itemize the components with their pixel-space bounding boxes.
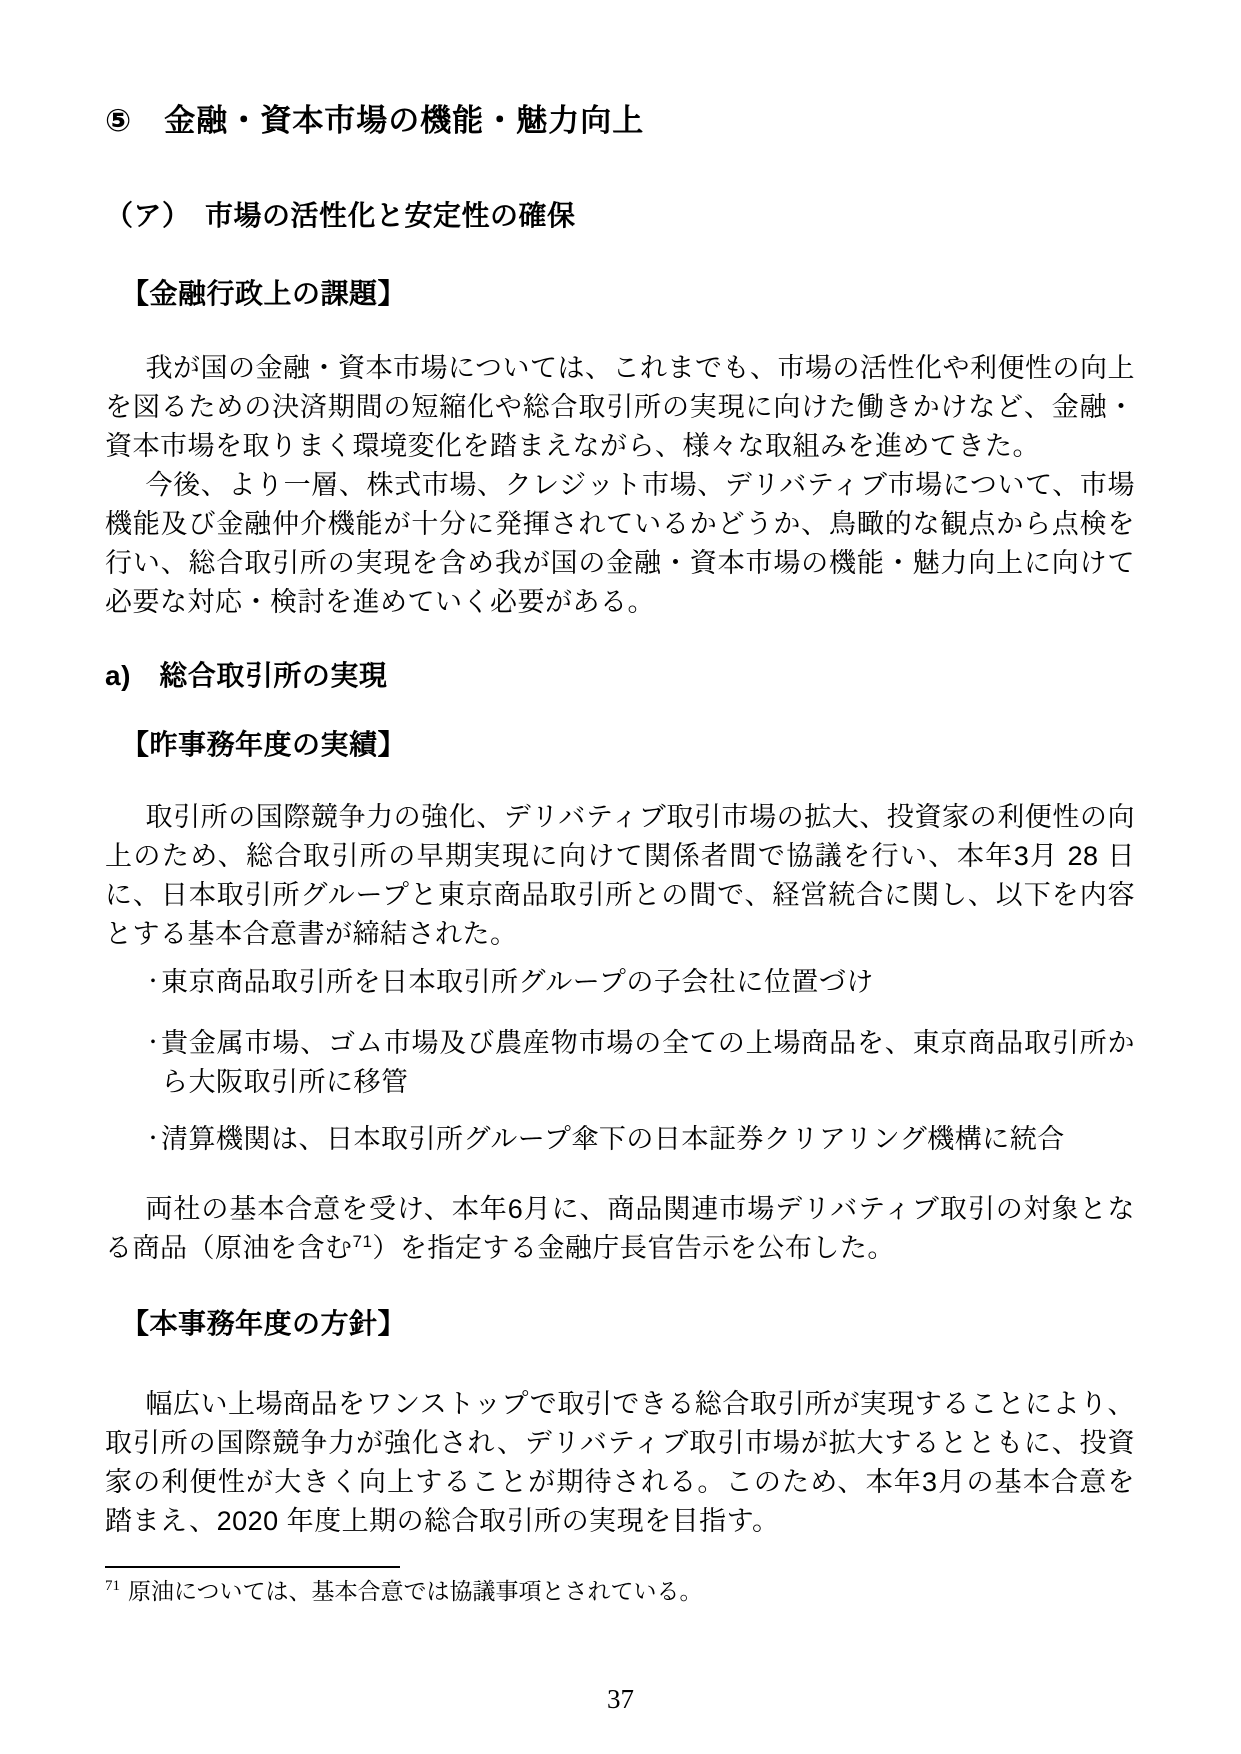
footnote-number: 71 (105, 1578, 120, 1595)
bullet-item-clearing (143, 1120, 1135, 1159)
bullet-marker: ・ (143, 1032, 164, 1054)
page-number: 37 (607, 1684, 634, 1714)
item-a-heading: a) 総合取引所の実現 (105, 660, 388, 691)
bullet-text: 貴金属市場、ゴム市場及び農産物市場の全ての上場商品を、東京商品取引所から大阪取引所に移管 (161, 1028, 1135, 1097)
footnote-text: 原油については、基本合意では協議事項とされている。 (128, 1579, 703, 1604)
bullet-marker: ・ (143, 1128, 164, 1150)
this-fiscal-year-heading: 【本事務年度の方針】 (121, 1308, 407, 1339)
notice-text-after-ref: ）を指定する金融庁長官告示を公布した。 (372, 1233, 895, 1263)
section-heading: ⑤ 金融・資本市場の機能・魅力向上 (105, 103, 645, 138)
paragraph-basic-agreement: 取引所の国際競争力の強化、デリバティブ取引市場の拡大、投資家の利便性の向上のため、総合取引所の早期実現に向けて関係者間で協議を行い、本年3月 28 日に、日本取引所グループと東京商品取引所との間で、経営統合に関し、以下を内容とする基本合意書が締結された。 (105, 802, 1135, 949)
subsection-heading: （ア） 市場の活性化と安定性の確保 (105, 200, 576, 231)
bullet-text: 東京商品取引所を日本取引所グループの子会社に位置づけ (161, 967, 874, 997)
bullet-marker: ・ (143, 971, 164, 993)
bullet-item-transfer-markets (143, 1024, 1135, 1102)
paragraph-future-review: 今後、より一層、株式市場、クレジット市場、デリバティブ市場について、市場機能及び金融仲介機能が十分に発揮されているかどうか、鳥瞰的な観点から点検を行い、総合取引所の実現を含め我が国の金融・資本市場の機能・魅力向上に向けて必要な対応・検討を進めていく必要がある。 (105, 470, 1135, 617)
footnote-ref-superscript: 71 (352, 1232, 373, 1251)
paragraph-fsa-notice (105, 1190, 1135, 1268)
footnote-separator (105, 1566, 400, 1568)
paragraph-policy-goal: 幅広い上場商品をワンストップで取引できる総合取引所が実現することにより、取引所の国際競争力が強化され、デリバティブ取引市場が拡大するとともに、投資家の利便性が大きく向上することが期待される。このため、本年3月の基本合意を踏まえ、2020 年度上期の総合取引所の実現を目指す。 (105, 1389, 1135, 1536)
bullet-text: 清算機関は、日本取引所グループ傘下の日本証券クリアリング機構に統合 (161, 1124, 1065, 1154)
paragraph-market-overview: 我が国の金融・資本市場については、これまでも、市場の活性化や利便性の向上を図るための決済期間の短縮化や総合取引所の実現に向けた働きかけなど、金融・資本市場を取りまく環境変化を踏まえながら、様々な取組みを進めてきた。 (105, 353, 1135, 461)
last-fiscal-year-heading: 【昨事務年度の実績】 (121, 729, 407, 760)
bullet-item-subsidiary (143, 963, 1135, 1002)
challenges-heading: 【金融行政上の課題】 (121, 278, 407, 309)
footnote (105, 1576, 1135, 1608)
notice-text-before-ref: 両社の基本合意を受け、本年6月に、商品関連市場デリバティブ取引の対象となる商品（原油を含む (105, 1194, 1135, 1263)
